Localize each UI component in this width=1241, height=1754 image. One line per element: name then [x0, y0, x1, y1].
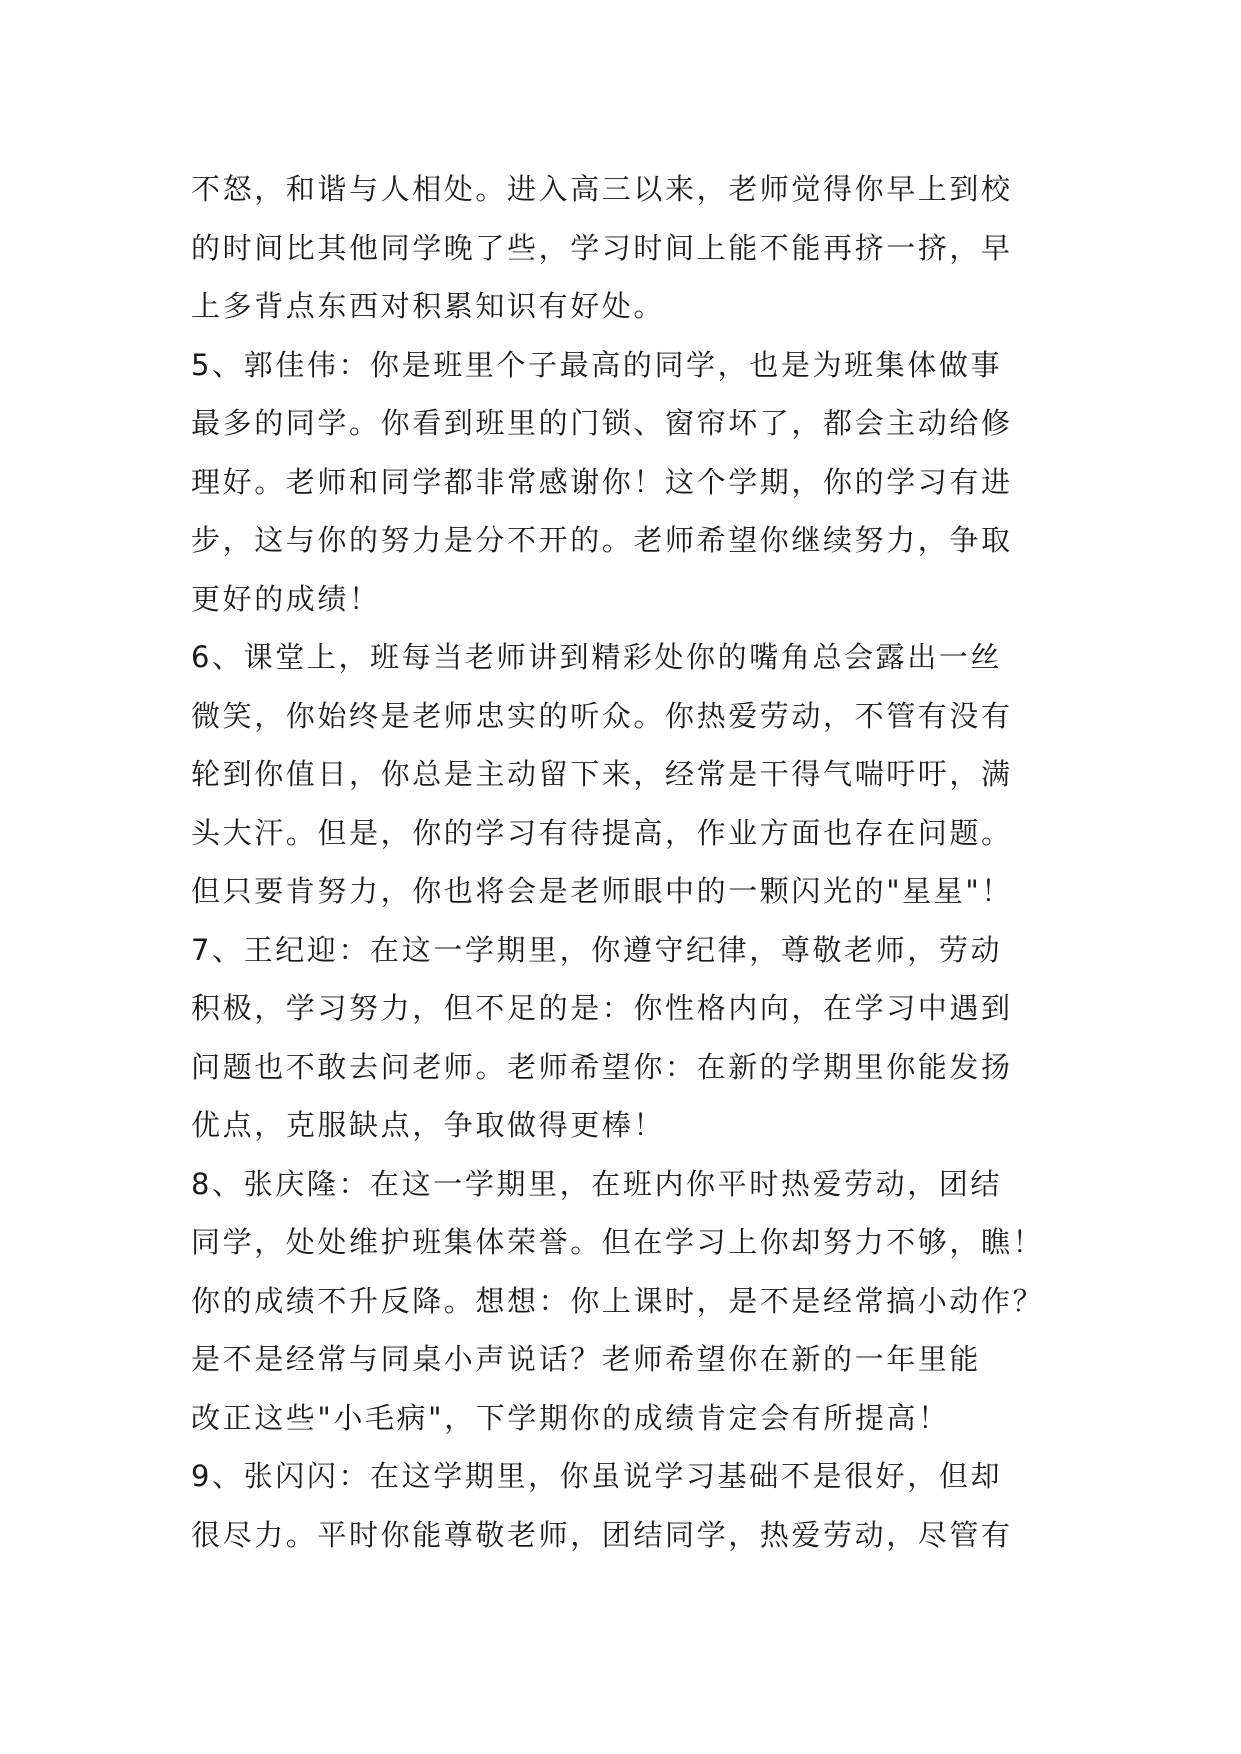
text-line: 不怒，和谐与人相处。进入高三以来，老师觉得你早上到校 [191, 172, 1013, 206]
text-line: 优点，克服缺点，争取做得更棒！ [191, 1108, 666, 1142]
text-line: 你的成绩不升反降。想想：你上课时，是不是经常搞小动作？ [191, 1283, 1045, 1318]
text-line: 很尽力。平时你能尊敬老师，团结同学，热爱劳动，尽管有 [191, 1517, 1013, 1552]
text-line: 9、张闪闪：在这学期里，你虽说学习基础不是很好，但却 [191, 1459, 1003, 1493]
text-line: 7、王纪迎：在这一学期里，你遵守纪律，尊敬老师，劳动 [191, 932, 1003, 967]
text-line: 最多的同学。你看到班里的门锁、窗帘坏了，都会主动给修 [191, 406, 1013, 440]
text-line: 步，这与你的努力是分不开的。老师希望你继续努力，争取 [191, 523, 1013, 557]
text-line: 微笑，你始终是老师忠实的听众。你热爱劳动，不管有没有 [191, 698, 1013, 733]
text-line: 更好的成绩！ [191, 581, 381, 616]
text-line: 同学，处处维护班集体荣誉。但在学习上你却努力不够，瞧！ [191, 1225, 1045, 1259]
text-line: 但只要肯努力，你也将会是老师眼中的一颗闪光的"星星"！ [191, 874, 1013, 908]
text-line: 上多背点东西对积累知识有好处。 [191, 289, 666, 323]
text-line: 是不是经常与同桌小声说话？老师希望你在新的一年里能 [191, 1342, 982, 1376]
text-line: 5、郭佳伟：你是班里个子最高的同学，也是为班集体做事 [191, 347, 1003, 382]
text-line: 的时间比其他同学晚了些，学习时间上能不能再挤一挤，早 [191, 230, 1013, 265]
text-line: 6、课堂上，班每当老师讲到精彩处你的嘴角总会露出一丝 [191, 640, 1003, 674]
text-line: 问题也不敢去问老师。老师希望你：在新的学期里你能发扬 [191, 1049, 1013, 1084]
document-body [191, 160, 1071, 1564]
text-line: 头大汗。但是，你的学习有待提高，作业方面也存在问题。 [191, 815, 1013, 850]
text-line: 8、张庆隆：在这一学期里，在班内你平时热爱劳动，团结 [191, 1166, 1003, 1201]
text-line: 轮到你值日，你总是主动留下来，经常是干得气喘吁吁，满 [191, 757, 1013, 791]
text-line: 理好。老师和同学都非常感谢你！这个学期，你的学习有进 [191, 464, 1013, 499]
text-line: 积极，学习努力，但不足的是：你性格内向，在学习中遇到 [191, 991, 1013, 1025]
text-line: 改正这些"小毛病"，下学期你的成绩肯定会有所提高！ [191, 1400, 950, 1435]
